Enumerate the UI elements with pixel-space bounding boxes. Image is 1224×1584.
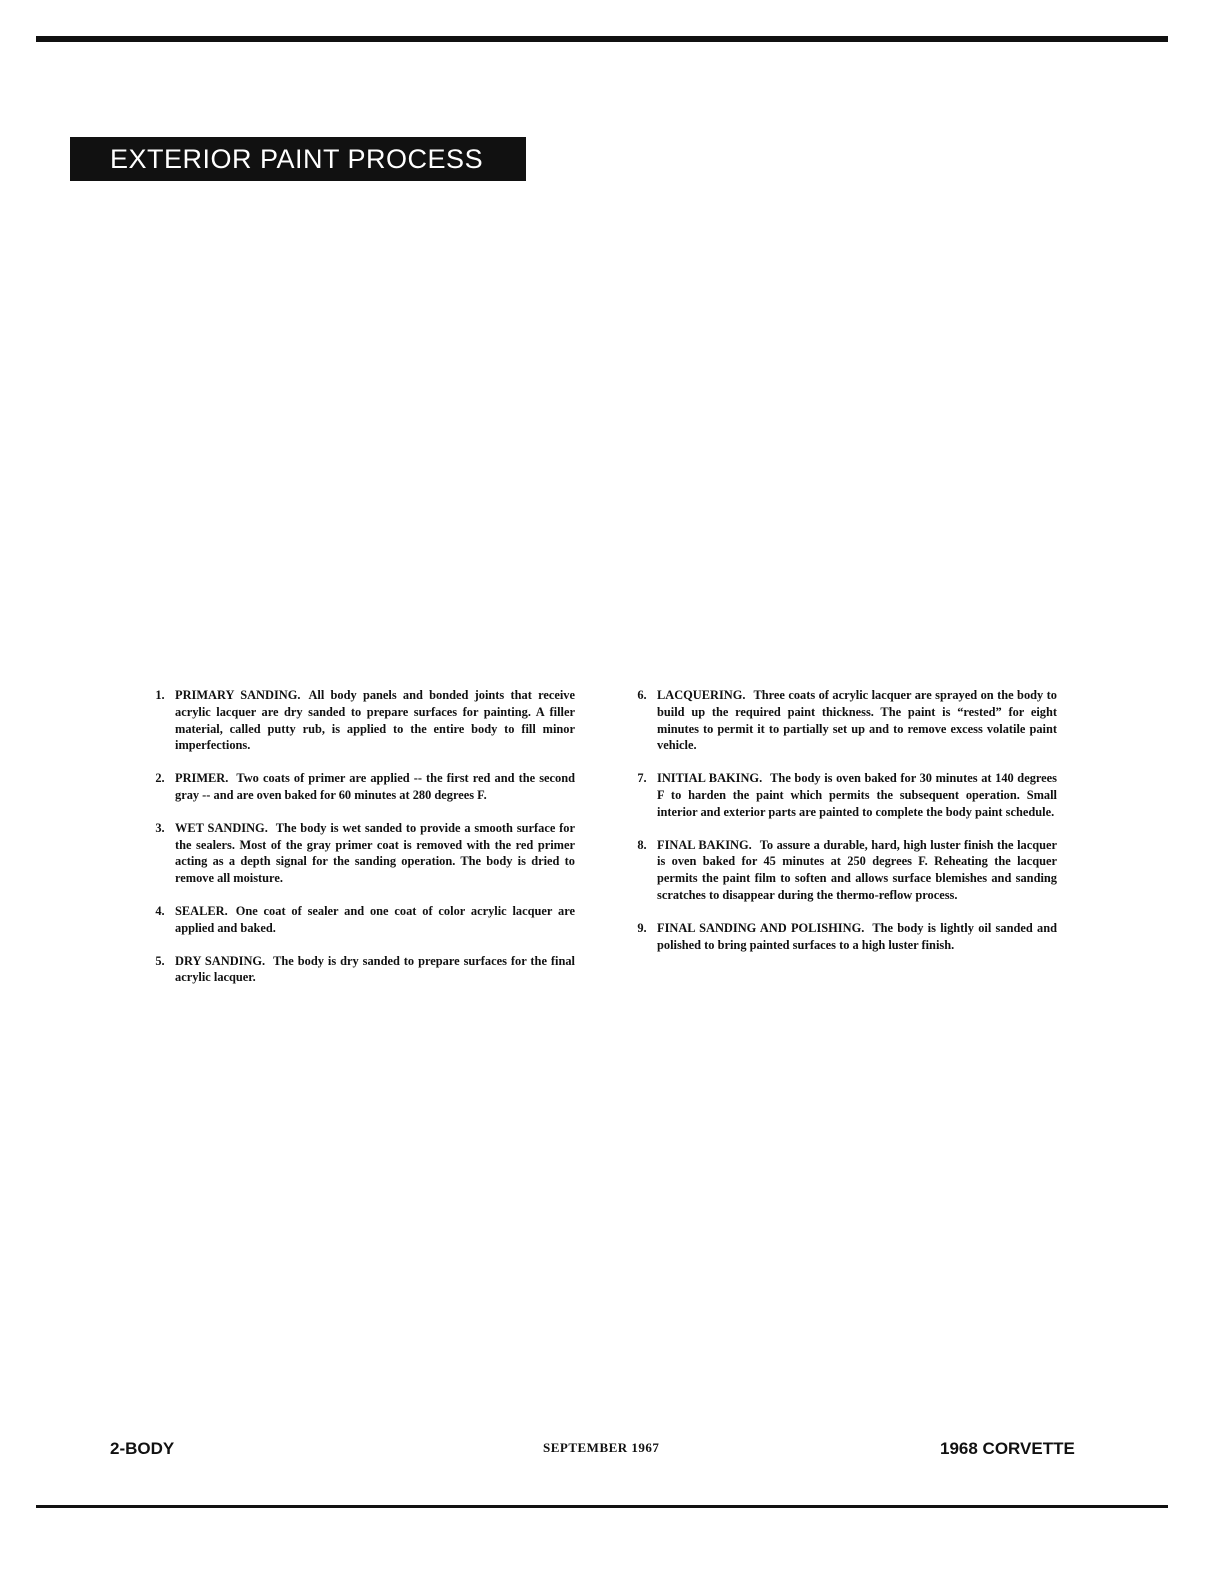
step-number: 1. xyxy=(155,688,165,702)
step-text: One coat of sealer and one coat of color acrylic lacquer are applied and baked. xyxy=(175,903,575,935)
step-heading: PRIMER. xyxy=(175,771,229,786)
step-heading: FINAL SANDING AND POLISHING. xyxy=(657,920,865,935)
step-item xyxy=(627,770,1057,820)
step-body xyxy=(657,920,1057,954)
top-rule xyxy=(36,36,1168,42)
footer-date: SEPTEMBER 1967 xyxy=(543,1440,660,1455)
step-body xyxy=(175,770,575,804)
step-text: The body is dry sanded to prepare surfaces for the final acrylic lacquer. xyxy=(175,953,575,985)
step-heading: PRIMARY SANDING. xyxy=(175,688,301,702)
page-title: EXTERIOR PAINT PROCESS xyxy=(110,143,484,174)
step-text: The body is wet sanded to provide a smooth surface for the sealers. Most of the gray primer coat is removed with the red primer acting as a depth signal for the sanding operation. The body is dried to remove all moisture. xyxy=(175,820,575,886)
step-number: 5. xyxy=(155,953,165,968)
step-body xyxy=(175,903,575,937)
step-text: To assure a durable, hard, high luster finish the lacquer is oven baked for 45 minutes at 250 degrees F. Reheating the lacquer permits the paint film to soften and allows surface blemishes and sanding scratches to disappear during the thermo-reflow process. xyxy=(657,837,1057,902)
footer-page-number: 2-BODY xyxy=(110,1439,175,1458)
step-heading: FINAL BAKING. xyxy=(657,837,752,852)
step-heading: SEALER. xyxy=(175,903,228,918)
step-body xyxy=(175,820,575,887)
bottom-rule xyxy=(36,1505,1168,1508)
step-number: 8. xyxy=(637,837,647,852)
step-text: All body panels and bonded joints that receive acrylic lacquer are dry sanded to prepare surfaces for painting. A filler material, called putty rub, is applied to the entire body to fill minor imperfections. xyxy=(175,688,575,753)
step-body xyxy=(175,687,575,754)
step-number: 6. xyxy=(637,688,647,702)
step-text: Three coats of acrylic lacquer are sprayed on the body to build up the required paint thickness. The paint is “rested” for eight minutes to permit it to partially set up and to remove excess volatile paint vehicle. xyxy=(657,688,1057,753)
step-number: 2. xyxy=(155,771,165,786)
step-item xyxy=(145,903,575,937)
step-heading: LACQUERING. xyxy=(657,688,746,702)
step-heading: WET SANDING. xyxy=(175,820,268,835)
step-item xyxy=(145,820,575,887)
step-item xyxy=(627,920,1057,954)
section-title-bar xyxy=(70,137,526,181)
step-body xyxy=(657,687,1057,754)
step-heading: DRY SANDING. xyxy=(175,953,266,968)
step-item xyxy=(145,687,575,754)
step-heading: INITIAL BAKING. xyxy=(657,771,763,786)
steps-column-right xyxy=(627,687,1057,969)
step-text: The body is oven baked for 30 minutes at 140 degrees F to harden the paint which permits the subsequent operation. Small interior and exterior parts are painted to complete the body paint schedule. xyxy=(657,771,1057,819)
step-body xyxy=(657,770,1057,820)
step-body xyxy=(657,837,1057,904)
step-item xyxy=(145,770,575,804)
step-number: 3. xyxy=(155,820,165,835)
step-text: Two coats of primer are applied -- the first red and the second gray -- and are oven baked for 60 minutes at 280 degrees F. xyxy=(175,771,575,802)
step-text: The body is lightly oil sanded and polished to bring painted surfaces to a high luster finish. xyxy=(657,920,1057,952)
step-item xyxy=(145,953,575,987)
steps-column-left xyxy=(145,687,575,1002)
step-item xyxy=(627,837,1057,904)
step-number: 9. xyxy=(637,920,647,935)
step-number: 4. xyxy=(155,903,165,918)
step-body xyxy=(175,953,575,987)
step-item xyxy=(627,687,1057,754)
step-number: 7. xyxy=(637,771,647,786)
footer-model: 1968 CORVETTE xyxy=(940,1439,1075,1458)
